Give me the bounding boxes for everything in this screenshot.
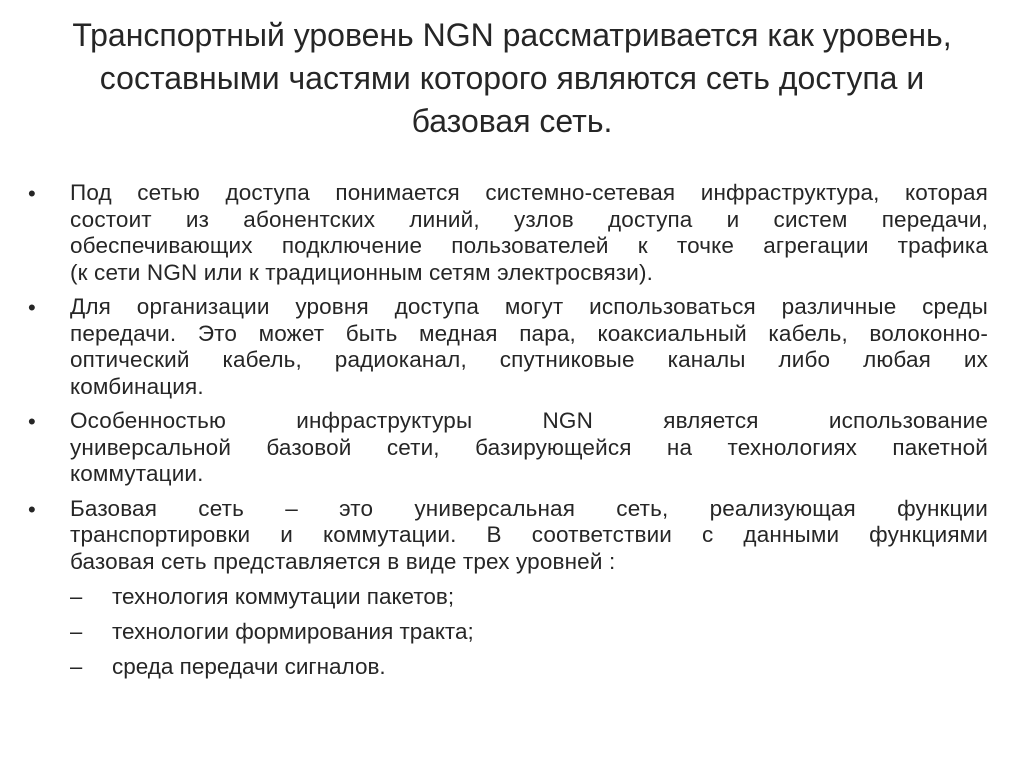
slide-title [60,14,964,143]
text-line: (к сети NGN или к традиционным сетям электросвязи). [70,259,654,285]
text-line: Для организации уровня доступа могут использоваться различные среды [70,294,988,319]
bullet-text [70,294,988,400]
bullet-text [70,408,988,488]
text-line: Базовая сеть – это универсальная сеть, реализующая функции [70,495,988,521]
text-line: коммутации. [70,461,204,486]
bullet-marker: • [28,181,36,206]
sub-item [28,653,988,680]
sub-item [28,618,988,645]
text-line: Особенностью инфраструктуры NGN является использование [70,408,988,433]
sub-item-text: среда передачи сигналов. [112,654,386,679]
text-line: Под сетью доступа понимается системно-сетевая инфраструктура, которая [70,180,988,205]
bullet-text [70,180,988,286]
bullet-item [28,294,988,400]
text-line: оптический кабель, радиоканал, спутниковые каналы либо любая их [70,347,988,372]
slide-body [28,180,988,680]
dash-marker: – [70,584,83,609]
bullet-item [28,180,988,286]
text-line: транспортировки и коммутации. В соответствии с данными функциями [70,522,988,547]
sub-item-text: технологии формирования тракта; [112,619,474,644]
bullet-marker: • [28,295,36,320]
text-line: состоит из абонентских линий, узлов доступа и систем передачи, [70,206,988,232]
sub-item [28,583,988,610]
bullet-text [70,496,988,576]
bullet-item [28,496,988,576]
dash-marker: – [70,654,83,679]
text-line: базовая сеть представляется в виде трех уровней : [70,548,616,574]
bullet-marker: • [28,409,36,434]
bullet-item [28,408,988,488]
title-line: базовая сеть. [411,103,613,139]
title-line: Транспортный уровень NGN рассматривается как уровень, [72,17,952,53]
dash-marker: – [70,619,83,644]
text-line: универсальной базовой сети, базирующейся на технологиях пакетной [70,434,988,460]
title-line: составными частями которого являются сеть доступа и [99,60,925,96]
text-line: передачи. Это может быть медная пара, коаксиальный кабель, волоконно- [70,320,988,346]
sub-item-text: технология коммутации пакетов; [112,584,455,609]
text-line: обеспечивающих подключение пользователей к точке агрегации трафика [70,233,988,258]
bullet-marker: • [28,496,36,522]
text-line: комбинация. [70,373,204,399]
